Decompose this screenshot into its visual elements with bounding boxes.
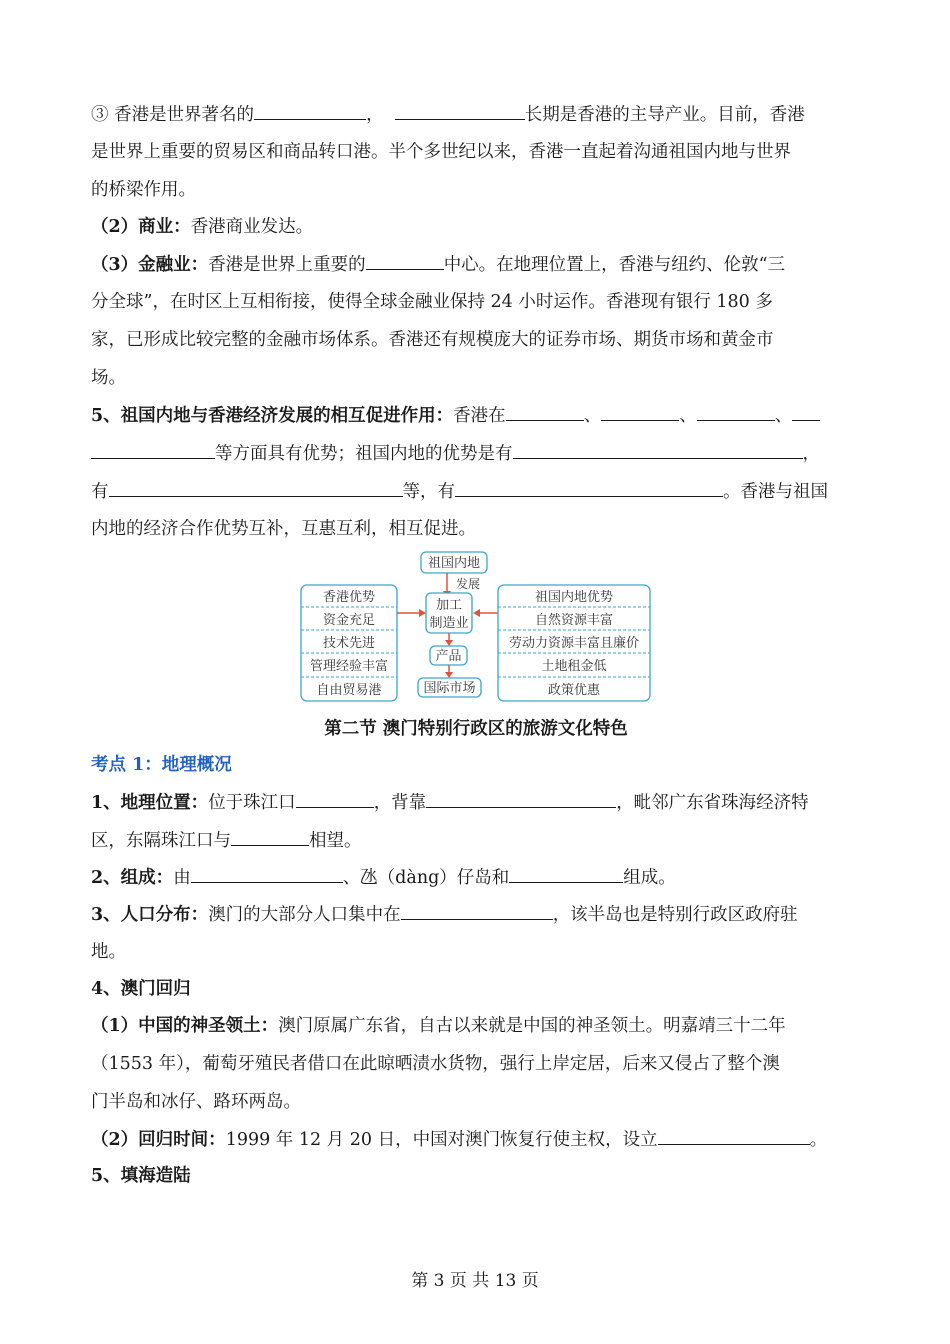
blank-field[interactable] xyxy=(513,441,803,459)
text: ，该半岛也是特别行政区政府驻 xyxy=(552,905,798,925)
text: 相望。 xyxy=(309,831,362,851)
text: ③ 香港是世界著名的 xyxy=(91,105,255,125)
topic-heading: 考点 1：地理概况 xyxy=(91,755,232,775)
blank-field[interactable] xyxy=(395,102,525,120)
item-label: 5、祖国内地与香港经济发展的相互促进作用： xyxy=(91,406,454,426)
manufacturing-label-1: 加工 xyxy=(435,598,463,613)
hk-item: 管理经验丰富 xyxy=(309,659,389,674)
item-label: （2）商业： xyxy=(91,217,191,237)
text-line: 场。 xyxy=(91,368,126,388)
text: 澳门的大部分人口集中在 xyxy=(208,905,401,925)
text: 。香港与祖国 xyxy=(723,482,828,502)
text: 1999 年 12 月 20 日，中国对澳门恢复行使主权，设立 xyxy=(225,1130,658,1150)
arrow-head xyxy=(445,672,453,678)
text-line xyxy=(91,977,861,1001)
blank-field[interactable] xyxy=(296,790,374,808)
blank-field[interactable] xyxy=(401,902,553,920)
blank-field[interactable] xyxy=(509,865,623,883)
mainland-item: 自然资源丰富 xyxy=(534,613,614,628)
text: 组成。 xyxy=(623,868,676,888)
hk-item: 技术先进 xyxy=(322,636,376,651)
item-label: 3、人口分布： xyxy=(91,905,209,925)
text: 由 xyxy=(173,868,191,888)
text: ， xyxy=(366,105,384,125)
text-line xyxy=(91,441,861,466)
text: 有 xyxy=(91,482,109,502)
blank-field[interactable] xyxy=(601,403,679,421)
mainland-item: 劳动力资源丰富且廉价 xyxy=(508,636,640,651)
text: ，毗邻广东省珠海经济特 xyxy=(616,793,809,813)
text-line xyxy=(91,865,861,890)
text-line: 地。 xyxy=(91,942,126,962)
text-line xyxy=(91,1014,861,1038)
blank-field[interactable] xyxy=(231,828,309,846)
manufacturing-label-2: 制造业 xyxy=(429,616,469,631)
text: 中心。在地理位置上，香港与纽约、伦敦“三 xyxy=(443,255,786,275)
text-line: （1553 年），葡萄牙殖民者借口在此晾晒渍水货物，强行上岸定居，后来又侵占了整个澳 xyxy=(91,1054,780,1074)
develop-label: 发展 xyxy=(455,577,481,591)
text: 香港是世界上重要的 xyxy=(208,255,366,275)
text: 。 xyxy=(809,1130,828,1150)
text: 香港在 xyxy=(453,406,506,426)
text-line xyxy=(91,790,861,815)
blank-field[interactable] xyxy=(697,403,775,421)
hk-item: 资金充足 xyxy=(322,613,376,628)
text-line xyxy=(91,252,861,277)
blank-field[interactable] xyxy=(254,102,366,120)
blank-field[interactable] xyxy=(658,1127,810,1145)
text: 、 xyxy=(774,406,793,426)
product-label: 产品 xyxy=(435,649,462,664)
mainland-advantages-title: 祖国内地优势 xyxy=(534,590,614,605)
text-line: 内地的经济合作优势互补，互惠互利，相互促进。 xyxy=(91,519,476,539)
text-line xyxy=(91,102,861,127)
text: 、氹（dàng）仔岛和 xyxy=(342,868,510,888)
text: 位于珠江口 xyxy=(208,793,296,813)
text-line xyxy=(91,1164,861,1188)
item-label: 5、填海造陆 xyxy=(91,1166,191,1186)
blank-field[interactable] xyxy=(191,865,343,883)
blank-field[interactable] xyxy=(426,790,616,808)
item-label: 2、组成： xyxy=(91,868,174,888)
arrow-head xyxy=(473,609,480,617)
text: 区，东隔珠江口与 xyxy=(91,831,231,851)
blank-field[interactable] xyxy=(506,403,584,421)
text-line: 门半岛和冰仔、路环两岛。 xyxy=(91,1092,301,1112)
text-line xyxy=(91,902,861,927)
text: 等方面具有优势；祖国内地的优势是有 xyxy=(215,444,513,464)
text-line xyxy=(91,828,861,853)
page-footer: 第 3 页 共 13 页 xyxy=(411,1271,539,1291)
text-line xyxy=(91,1127,861,1152)
arrow-head xyxy=(445,640,453,646)
text: 、 xyxy=(583,406,602,426)
text-line: 分全球”，在时区上互相衔接，使得全球金融业保持 24 小时运作。香港现有银行 180 多 xyxy=(91,292,773,312)
text: 香港商业发达。 xyxy=(190,217,314,237)
hk-item: 自由贸易港 xyxy=(316,683,382,698)
text: 澳门原属广东省，自古以来就是中国的神圣领土。明嘉靖三十二年 xyxy=(278,1016,786,1036)
text: 等，有 xyxy=(402,482,455,502)
item-label: 4、澳门回归 xyxy=(91,979,191,999)
blank-field[interactable] xyxy=(366,252,444,270)
text: 、 xyxy=(679,406,697,426)
blank-field[interactable] xyxy=(91,441,215,459)
text: ， xyxy=(802,444,820,464)
blank-field[interactable] xyxy=(109,479,403,497)
mainland-item: 政策优惠 xyxy=(547,683,601,698)
text-line xyxy=(91,215,861,239)
blank-field[interactable] xyxy=(792,403,820,421)
text-line: 是世界上重要的贸易区和商品转口港。半个多世纪以来，香港一直起着沟通祖国内地与世界 xyxy=(91,142,791,162)
text-line: 的桥梁作用。 xyxy=(91,180,196,200)
text-line xyxy=(91,403,861,428)
blank-field[interactable] xyxy=(455,479,723,497)
text-line: 家，已形成比较完整的金融市场体系。香港还有规模庞大的证券市场、期货市场和黄金市 xyxy=(91,330,774,350)
hk-advantages-title: 香港优势 xyxy=(322,590,376,605)
item-label: （2）回归时间： xyxy=(91,1130,226,1150)
arrow-head xyxy=(419,609,426,617)
text: ，背靠 xyxy=(373,793,427,813)
section-title: 第二节 澳门特别行政区的旅游文化特色 xyxy=(324,719,628,739)
item-label: 1、地理位置： xyxy=(91,793,209,813)
text: 长期是香港的主导产业。目前，香港 xyxy=(524,105,805,125)
mainland-item: 土地租金低 xyxy=(541,659,607,674)
item-label: （3）金融业： xyxy=(91,255,209,275)
mainland-label: 祖国内地 xyxy=(427,556,481,571)
item-label: （1）中国的神圣领土： xyxy=(91,1016,279,1036)
market-label: 国际市场 xyxy=(423,681,476,696)
economy-cooperation-diagram xyxy=(300,551,652,703)
text-line xyxy=(91,479,861,504)
